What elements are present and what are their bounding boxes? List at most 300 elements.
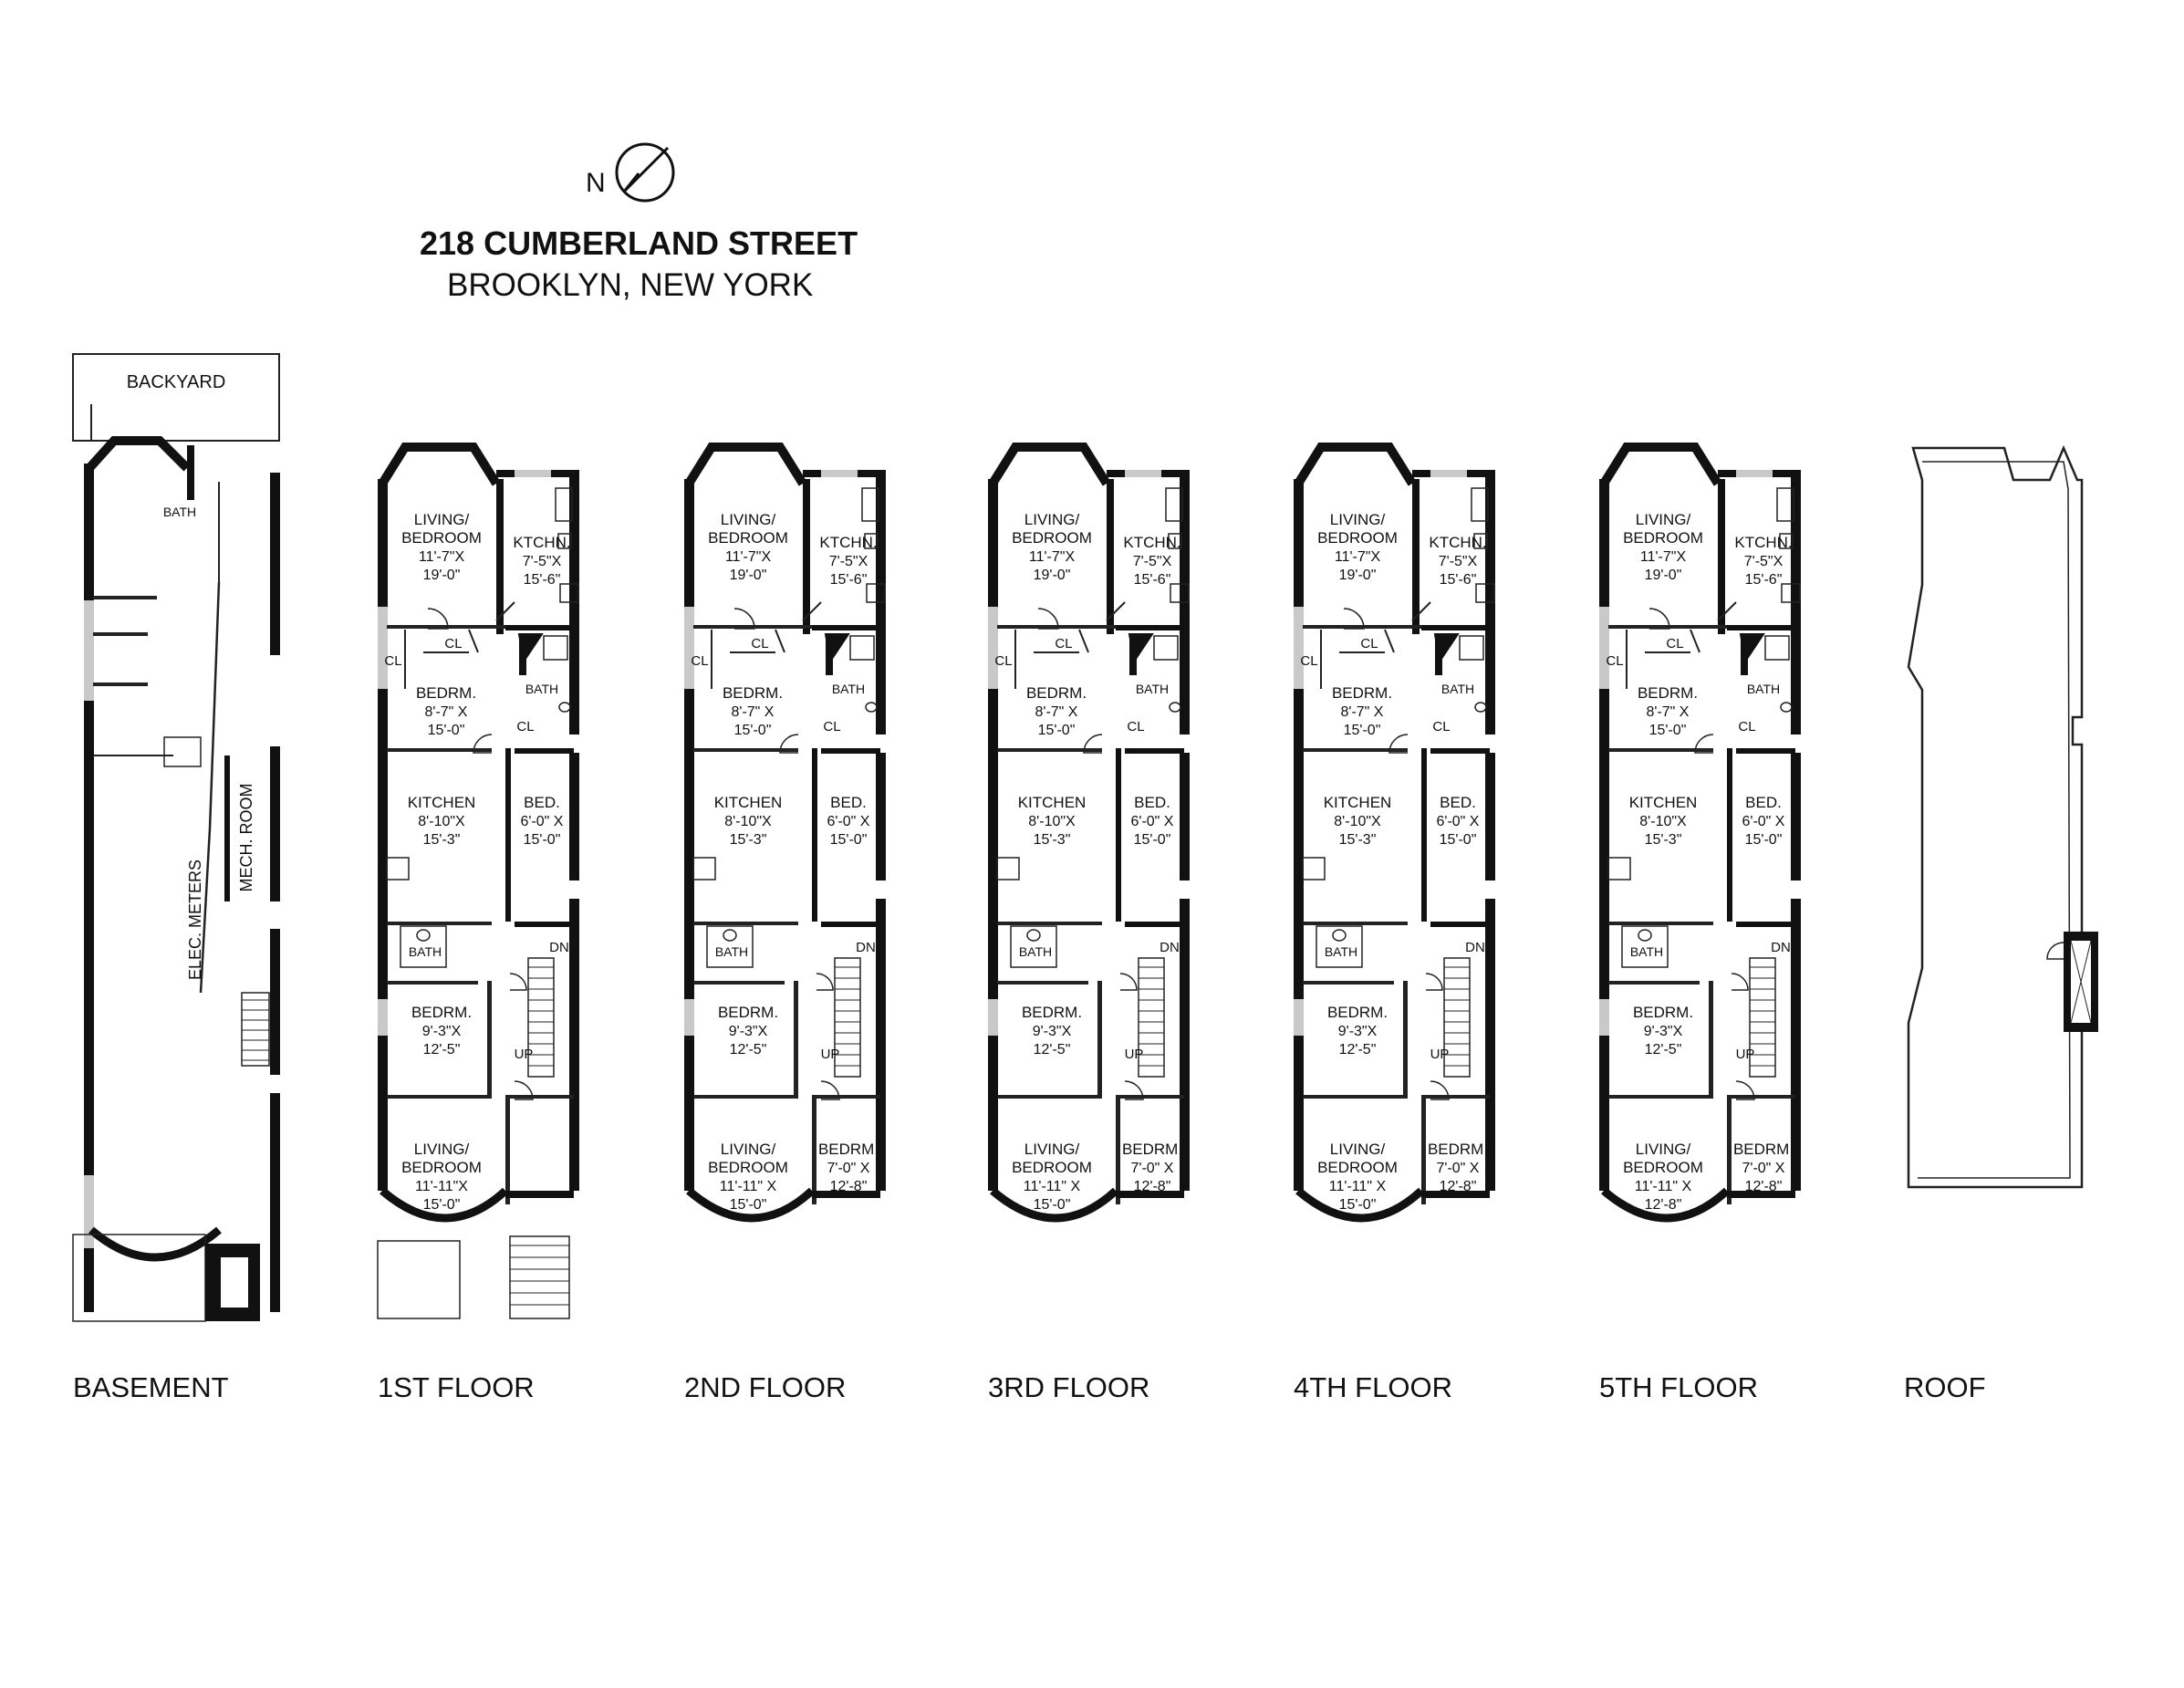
toilet-icon <box>1638 930 1651 941</box>
stair-down-label: DN <box>856 940 876 955</box>
room-dimension: 15'-0" <box>1648 723 1687 738</box>
room-name: KTCHN. <box>819 534 878 551</box>
backyard-outline <box>73 354 279 441</box>
room-dimension: 7'-0" X <box>1742 1161 1785 1176</box>
shaft <box>1741 634 1763 662</box>
wall-segment <box>876 652 886 735</box>
toilet-icon <box>1333 930 1346 941</box>
toilet-icon <box>1475 703 1486 712</box>
wall-segment <box>93 596 157 599</box>
room-name: BED. <box>1440 794 1476 811</box>
property-address: 218 CUMBERLAND STREET <box>420 224 858 262</box>
room-dimension: 12'-8" <box>1133 1179 1171 1194</box>
room-name: BEDRM. <box>1326 1004 1388 1021</box>
room-name: BEDRM. <box>817 1141 879 1158</box>
toilet-icon <box>1027 930 1040 941</box>
stair-up-label: UP <box>514 1047 534 1062</box>
north-label: N <box>586 168 606 198</box>
toilet-icon <box>417 930 430 941</box>
stair-down-label: DN <box>1465 940 1485 955</box>
wall-segment <box>997 748 1102 752</box>
room-name: BEDROOM <box>1012 1159 1092 1176</box>
closet-label: CL <box>751 636 769 651</box>
room-name: KITCHEN <box>1017 794 1087 811</box>
room-dimension: 9'-3"X <box>1643 1024 1683 1039</box>
room-name: BEDRM. <box>1632 1004 1694 1021</box>
wall-segment <box>1421 748 1427 922</box>
room-name: BEDRM. <box>415 684 477 702</box>
room-dimension: 19'-0" <box>1644 568 1682 583</box>
stair-down-label: DN <box>549 940 569 955</box>
toilet-icon <box>1170 703 1180 712</box>
caption-roof: ROOF <box>1904 1371 1986 1403</box>
window <box>988 999 998 1036</box>
closet-label: CL <box>1666 636 1684 651</box>
wall-segment <box>1608 981 1700 985</box>
room-name: BEDRM. <box>1025 684 1087 702</box>
room-dimension: 8'-7" X <box>1340 704 1384 720</box>
plan-4th-floor <box>1294 447 1495 1218</box>
shaft <box>826 634 848 662</box>
room-dimension: 19'-0" <box>1338 568 1377 583</box>
caption-basement: BASEMENT <box>73 1371 229 1403</box>
room-name: KITCHEN <box>713 794 783 811</box>
window <box>84 1175 94 1248</box>
room-name: LIVING/ <box>413 511 470 528</box>
closet-label: CL <box>823 719 841 735</box>
wall-segment <box>850 634 874 658</box>
wall-segment <box>1294 479 1304 607</box>
wall-segment <box>997 1095 1102 1099</box>
room-dimension: 15'-3" <box>1033 832 1071 848</box>
room-dimension: 15'-3" <box>1644 832 1682 848</box>
room-dimension: 11'-11"X <box>415 1179 468 1194</box>
front-bay-wall <box>1604 447 1718 484</box>
bath-label: BATH <box>831 682 866 696</box>
room-dimension: 8'-10"X <box>418 814 465 829</box>
shaft <box>1129 634 1152 662</box>
room-name: KITCHEN <box>1628 794 1698 811</box>
wall-segment <box>569 652 579 735</box>
wall-segment <box>1412 479 1420 634</box>
caption-2nd-floor: 2ND FLOOR <box>684 1371 847 1403</box>
wall-segment <box>270 746 280 901</box>
wall-segment <box>1116 1095 1120 1204</box>
window <box>1599 607 1609 689</box>
bath-label: BATH <box>162 505 197 519</box>
room-dimension: 15'-3" <box>729 832 767 848</box>
wall-segment <box>84 701 94 1175</box>
wall-segment <box>387 981 478 985</box>
room-name: KTCHN. <box>1734 534 1793 551</box>
room-name: BEDRM. <box>1732 1141 1794 1158</box>
closet-label: CL <box>516 719 535 735</box>
room-name: BEDRM. <box>1637 684 1699 702</box>
closet-label: CL <box>1055 636 1073 651</box>
wall-segment <box>496 479 504 634</box>
room-dimension: 9'-3"X <box>1032 1024 1072 1039</box>
shower-icon <box>544 636 567 660</box>
room-dimension: 12'-5" <box>1644 1042 1682 1058</box>
bath-label: BATH <box>1324 944 1358 959</box>
mech-room-label: MECH. ROOM <box>237 783 255 892</box>
wall-segment <box>1485 753 1495 880</box>
room-dimension: 15'-0" <box>1338 1197 1377 1213</box>
window <box>684 999 694 1036</box>
wall-segment <box>505 1095 510 1204</box>
toilet-icon <box>1781 703 1792 712</box>
wall-segment <box>569 899 579 1191</box>
wall-segment <box>997 922 1102 925</box>
room-dimension: 7'-5"X <box>1132 554 1172 569</box>
room-name: BEDRM. <box>1021 1004 1083 1021</box>
room-name: BED. <box>830 794 867 811</box>
wall-segment <box>387 1095 492 1099</box>
room-dimension: 11'-11" X <box>1634 1179 1692 1194</box>
wall-segment <box>988 479 998 607</box>
stair-outline <box>242 993 269 1066</box>
wall-segment <box>812 1095 816 1204</box>
room-name: LIVING/ <box>1329 511 1386 528</box>
bath-label: BATH <box>525 682 559 696</box>
wall-segment <box>1421 1095 1490 1099</box>
room-dimension: 15'-0" <box>733 723 772 738</box>
room-name: LIVING/ <box>1635 1141 1691 1158</box>
room-dimension: 6'-0" X <box>1130 814 1174 829</box>
window <box>1294 999 1304 1036</box>
wall-segment <box>387 922 492 925</box>
room-name: BED. <box>524 794 560 811</box>
room-name: LIVING/ <box>413 1141 470 1158</box>
wall-segment <box>1107 479 1114 634</box>
room-name: BEDROOM <box>708 1159 788 1176</box>
caption-4th-floor: 4TH FLOOR <box>1294 1371 1452 1403</box>
room-name: BED. <box>1745 794 1782 811</box>
wall-segment <box>1125 748 1184 754</box>
wall-segment <box>1791 652 1801 735</box>
door-swing <box>1120 974 1137 990</box>
wall-segment <box>1125 922 1184 927</box>
wall-segment <box>1180 470 1190 652</box>
room-name: KTCHN. <box>1429 534 1487 551</box>
window <box>988 607 998 689</box>
wall-segment <box>812 625 876 630</box>
room-name: LIVING/ <box>1024 511 1080 528</box>
shower-icon <box>1154 636 1178 660</box>
door-swing <box>2047 943 2064 959</box>
door-swing <box>1732 974 1748 990</box>
room-dimension: 7'-5"X <box>1438 554 1478 569</box>
stair-up-label: UP <box>1735 1047 1755 1062</box>
stair-up-label: UP <box>820 1047 840 1062</box>
partition-line <box>1690 630 1700 652</box>
wall-segment <box>515 748 574 754</box>
wall-segment <box>1485 470 1495 652</box>
room-dimension: 12'-8" <box>1439 1179 1477 1194</box>
wall-segment <box>1294 1036 1304 1191</box>
partition-line <box>775 630 785 652</box>
room-dimension: 15'-0" <box>829 832 868 848</box>
wall-segment <box>1599 689 1609 853</box>
wall-segment <box>270 473 280 655</box>
wall-segment <box>487 981 492 1095</box>
window <box>378 999 388 1036</box>
room-dimension: 12'-5" <box>422 1042 461 1058</box>
room-dimension: 7'-5"X <box>522 554 562 569</box>
stoop-outline <box>510 1236 569 1318</box>
plan-2nd-floor <box>684 447 886 1218</box>
room-dimension: 8'-7" X <box>424 704 468 720</box>
room-name: BEDROOM <box>1623 1159 1703 1176</box>
room-dimension: 8'-10"X <box>1028 814 1076 829</box>
wall-segment <box>1303 981 1394 985</box>
wall-segment <box>1727 748 1732 922</box>
stove-icon <box>997 858 1019 880</box>
roof-parapet <box>1918 462 2070 1178</box>
room-name: BEDROOM <box>708 529 788 547</box>
room-name: LIVING/ <box>1635 511 1691 528</box>
wall-segment <box>505 748 511 922</box>
room-dimension: 7'-5"X <box>1743 554 1784 569</box>
wall-segment <box>1180 652 1190 735</box>
front-bay-wall <box>689 447 803 484</box>
stair-up-label: UP <box>1124 1047 1144 1062</box>
wall-segment <box>693 1095 798 1099</box>
wall-segment <box>515 922 574 927</box>
room-name: BEDROOM <box>401 1159 482 1176</box>
closet-label: CL <box>1127 719 1145 735</box>
wall-segment <box>84 1248 94 1312</box>
room-dimension: 15'-6" <box>829 572 868 588</box>
room-dimension: 19'-0" <box>422 568 461 583</box>
closet-label: CL <box>1300 653 1318 669</box>
wall-segment <box>387 748 492 752</box>
room-dimension: 15'-0" <box>1033 1197 1071 1213</box>
room-dimension: 12'-5" <box>1033 1042 1071 1058</box>
wall-segment <box>270 929 280 1075</box>
wall-segment <box>684 1036 694 1191</box>
room-dimension: 15'-0" <box>427 723 465 738</box>
room-dimension: 9'-3"X <box>728 1024 768 1039</box>
room-dimension: 6'-0" X <box>1742 814 1785 829</box>
room-name: BEDRM. <box>722 684 784 702</box>
wall-segment <box>1608 748 1713 752</box>
room-name: KTCHN. <box>1123 534 1181 551</box>
room-dimension: 12'-8" <box>1744 1179 1783 1194</box>
bath-label: BATH <box>1018 944 1053 959</box>
front-bay-wall <box>89 441 187 468</box>
closet-label: CL <box>444 636 463 651</box>
wall-segment <box>1116 1095 1184 1099</box>
window <box>1294 607 1304 689</box>
room-dimension: 8'-10"X <box>1639 814 1687 829</box>
room-name: KTCHN. <box>513 534 571 551</box>
wall-segment <box>569 753 579 880</box>
room-dimension: 9'-3"X <box>421 1024 462 1039</box>
room-dimension: 6'-0" X <box>1436 814 1480 829</box>
room-name: BEDROOM <box>1012 529 1092 547</box>
wall-segment <box>1097 981 1102 1095</box>
wall-segment <box>1421 1095 1426 1204</box>
room-name: BEDRM. <box>717 1004 779 1021</box>
wall-segment <box>693 922 798 925</box>
elec-meters-label: ELEC. METERS <box>186 859 204 981</box>
wall-segment <box>693 748 798 752</box>
wall-segment <box>544 634 567 658</box>
partition-line <box>1079 630 1088 652</box>
closet-label: CL <box>1360 636 1378 651</box>
room-dimension: 8'-7" X <box>1646 704 1690 720</box>
wall-segment <box>569 470 579 652</box>
shower-icon <box>850 636 874 660</box>
room-name: BEDRM. <box>1331 684 1393 702</box>
wall-segment <box>1727 1095 1732 1204</box>
room-dimension: 15'-0" <box>729 1197 767 1213</box>
room-dimension: 8'-7" X <box>1035 704 1078 720</box>
room-dimension: 8'-10"X <box>724 814 772 829</box>
room-name: KITCHEN <box>407 794 476 811</box>
wall-segment <box>1460 634 1483 658</box>
areaway-outline <box>378 1241 460 1318</box>
wall-segment <box>1736 748 1795 754</box>
room-dimension: 15'-0" <box>1343 723 1381 738</box>
stair-up-label: UP <box>1430 1047 1450 1062</box>
wall-segment <box>1303 748 1408 752</box>
room-dimension: 15'-0" <box>1744 832 1783 848</box>
room-dimension: 7'-0" X <box>1130 1161 1174 1176</box>
wall-segment <box>803 479 810 634</box>
stove-icon <box>387 858 409 880</box>
room-name: BEDRM. <box>1427 1141 1489 1158</box>
shaft <box>519 634 542 662</box>
shower-icon <box>1460 636 1483 660</box>
window <box>1125 470 1161 477</box>
room-dimension: 11'-7"X <box>724 549 772 565</box>
wall-segment <box>1599 479 1609 607</box>
wall-segment <box>1430 922 1490 927</box>
window <box>1736 470 1773 477</box>
plan-roof <box>1908 448 2098 1187</box>
room-name: BEDROOM <box>401 529 482 547</box>
window <box>378 607 388 689</box>
room-dimension: 11'-7"X <box>418 549 465 565</box>
room-dimension: 11'-11" X <box>1328 1179 1387 1194</box>
room-dimension: 6'-0" X <box>827 814 870 829</box>
room-name: BEDRM. <box>1121 1141 1183 1158</box>
wall-segment <box>93 632 148 636</box>
partition-line <box>469 630 478 652</box>
stove-icon <box>1303 858 1325 880</box>
caption-5th-floor: 5TH FLOOR <box>1599 1371 1758 1403</box>
wall-segment <box>821 748 880 754</box>
room-name: BEDROOM <box>1623 529 1703 547</box>
wall-segment <box>505 1095 574 1099</box>
wall-segment <box>876 470 886 652</box>
room-dimension: 15'-6" <box>523 572 561 588</box>
wall-segment <box>84 464 94 600</box>
room-dimension: 12'-8" <box>829 1179 868 1194</box>
front-bay-wall <box>993 447 1107 484</box>
closet-label: CL <box>1738 719 1756 735</box>
room-dimension: 12'-8" <box>1644 1197 1682 1213</box>
wall-segment <box>1116 625 1180 630</box>
room-name: BEDRM. <box>411 1004 473 1021</box>
wall-segment <box>1180 753 1190 880</box>
wall-segment <box>1116 748 1121 922</box>
wall-segment <box>997 981 1088 985</box>
room-dimension: 11'-7"X <box>1334 549 1381 565</box>
room-dimension: 11'-7"X <box>1639 549 1687 565</box>
wall-segment <box>1791 753 1801 880</box>
room-dimension: 8'-10"X <box>1334 814 1381 829</box>
room-dimension: 15'-0" <box>1439 832 1477 848</box>
wall-segment <box>1154 634 1178 658</box>
shaft <box>1435 634 1458 662</box>
wall-segment <box>1608 1095 1713 1099</box>
closet-label: CL <box>384 653 402 669</box>
wall-segment <box>821 922 880 927</box>
property-city: BROOKLYN, NEW YORK <box>447 267 814 303</box>
bath-label: BATH <box>1440 682 1475 696</box>
room-dimension: 15'-3" <box>1338 832 1377 848</box>
bath-label: BATH <box>1746 682 1781 696</box>
wall-segment <box>988 1036 998 1191</box>
closet-label: CL <box>1606 653 1624 669</box>
closet-label: CL <box>1432 719 1451 735</box>
wall-segment <box>270 1093 280 1312</box>
wall-segment <box>93 682 148 686</box>
wall-segment <box>378 1036 388 1191</box>
wall-segment <box>1403 981 1408 1095</box>
wall-segment <box>988 689 998 853</box>
room-dimension: 19'-0" <box>729 568 767 583</box>
wall-segment <box>684 479 694 607</box>
room-name: KITCHEN <box>1323 794 1392 811</box>
plan-5th-floor <box>1599 447 1801 1218</box>
room-name: BEDROOM <box>1317 529 1398 547</box>
room-name: LIVING/ <box>720 511 776 528</box>
wall-segment <box>505 1191 574 1198</box>
room-dimension: 11'-7"X <box>1028 549 1076 565</box>
wall-segment <box>1430 748 1490 754</box>
wall-segment <box>1303 1095 1408 1099</box>
room-dimension: 15'-0" <box>1037 723 1076 738</box>
room-dimension: 15'-6" <box>1133 572 1171 588</box>
caption-1st-floor: 1ST FLOOR <box>378 1371 535 1403</box>
room-dimension: 8'-7" X <box>731 704 775 720</box>
wall-segment <box>378 689 388 853</box>
wall-segment <box>1765 634 1789 658</box>
wall-segment <box>812 1095 880 1099</box>
wall-segment <box>378 479 388 607</box>
room-name: LIVING/ <box>1329 1141 1386 1158</box>
wall-segment <box>505 625 569 630</box>
room-dimension: 7'-5"X <box>828 554 868 569</box>
shower-icon <box>1765 636 1789 660</box>
wall-segment <box>1599 1036 1609 1191</box>
roof-outline <box>1908 448 2082 1187</box>
door-swing <box>510 974 526 990</box>
window <box>684 607 694 689</box>
wall-segment <box>1791 470 1801 652</box>
room-name: LIVING/ <box>1024 1141 1080 1158</box>
caption-3rd-floor: 3RD FLOOR <box>988 1371 1150 1403</box>
wall-segment <box>693 981 785 985</box>
wall-segment <box>221 1257 248 1308</box>
room-dimension: 9'-3"X <box>1337 1024 1378 1039</box>
wall-segment <box>812 748 817 922</box>
wall-segment <box>1421 625 1485 630</box>
